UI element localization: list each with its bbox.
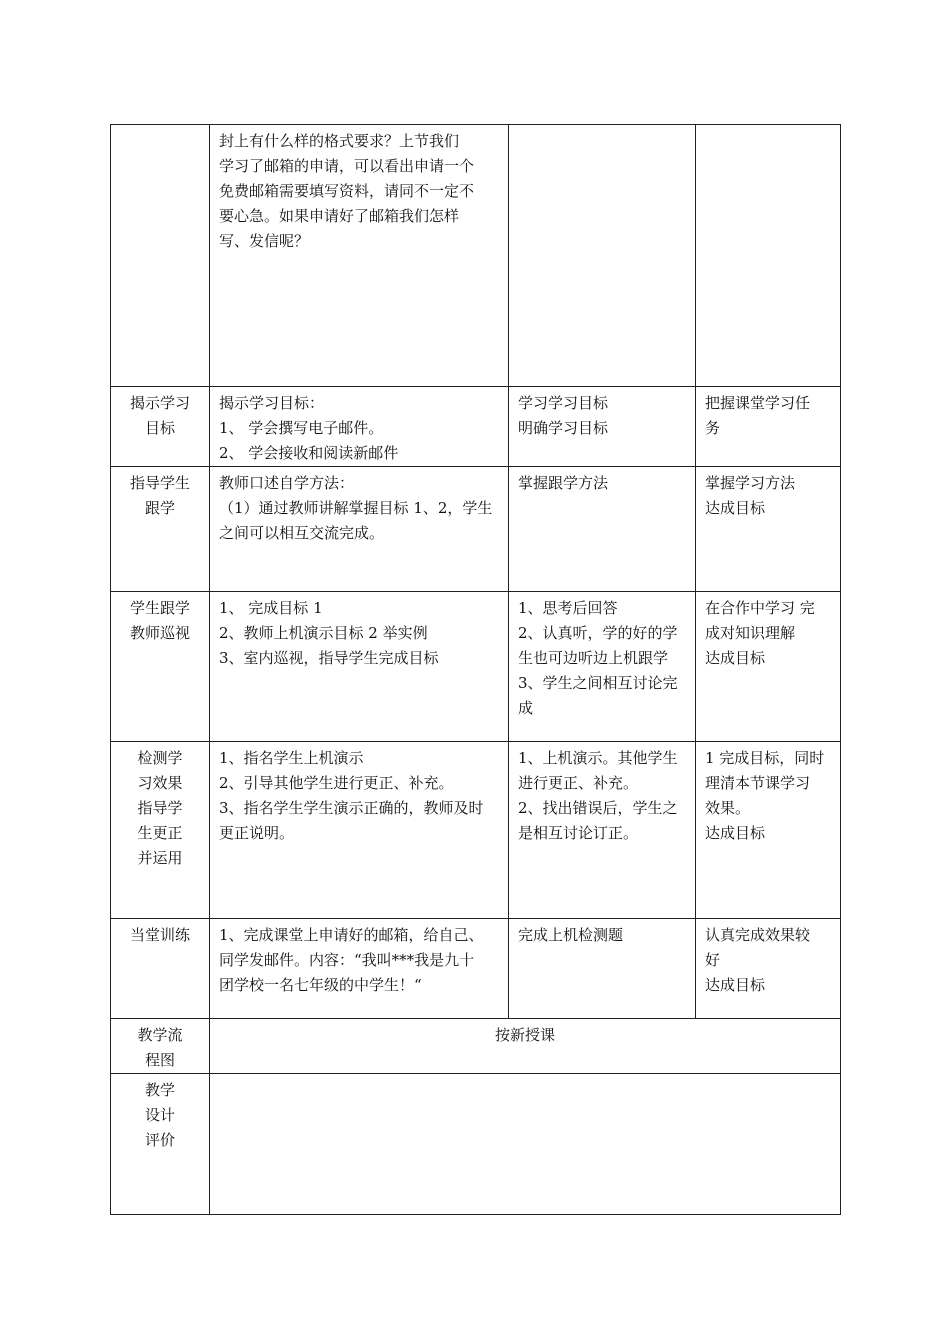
intro-student-cell [509,125,696,387]
teacher-line: 3、指名学生学生演示正确的，教师及时 [219,799,484,817]
stage-label: 指导学生 [129,474,190,492]
flow-chart-text: 按新授课 [494,1026,555,1044]
teacher-activity-cell [210,592,509,742]
design-intent-cell [696,742,841,919]
teacher-line: 2、引导其他学生进行更正、补充。 [219,774,454,792]
student-line: 学习学习目标 [518,394,609,412]
design-intent-cell [696,467,841,592]
student-activity-cell [509,387,696,467]
stage-label: 评价 [144,1131,175,1149]
teacher-line: 同学发邮件。内容：“我叫***我是九十 [219,951,475,969]
stage-cell [111,1074,210,1215]
teacher-activity-cell [210,387,509,467]
row-reveal-goals [111,387,841,467]
intro-line: 免费邮箱需要填写资料，请同不一定不 [219,182,475,200]
stage-label: 当堂训练 [129,926,190,944]
intro-line: 要心急。如果申请好了邮箱我们怎样 [219,207,460,225]
teacher-line: 1、指名学生上机演示 [219,749,364,767]
intro-line: 写、发信呢？ [219,232,310,250]
student-line: 完成上机检测题 [518,926,624,944]
stage-label: 揭示学习 [129,394,190,412]
teacher-activity-cell [210,919,509,1019]
intent-line: 理清本节课学习 [705,774,811,792]
stage-label: 教师巡视 [129,624,190,642]
stage-label: 生更正 [137,824,183,842]
intro-stage-cell [111,125,210,387]
intent-line: 掌握学习方法 [705,474,796,492]
design-evaluation-cell [210,1074,841,1215]
teacher-line: （1）通过教师讲解掌握目标 1、2，学生 [219,499,493,517]
student-line: 3、学生之间相互讨论完 [518,674,678,692]
row-check-results [111,742,841,919]
student-line: 2、找出错误后，学生之 [518,799,678,817]
intent-line: 好 [705,951,721,969]
student-line: 明确学习目标 [518,419,609,437]
intro-line: 学习了邮箱的申请，可以看出申请一个 [219,157,475,175]
teacher-line: 团学校一名七年级的中学生！“ [219,976,422,994]
student-line: 掌握跟学方法 [518,474,609,492]
student-line: 是相互讨论订正。 [518,824,639,842]
stage-label: 教学流 [137,1026,183,1044]
row-design-evaluation [111,1074,841,1215]
design-intent-cell [696,592,841,742]
intent-line: 认真完成效果较 [705,926,811,944]
intro-line: 封上有什么样的格式要求？上节我们 [219,132,460,150]
stage-label: 设计 [144,1106,175,1124]
teacher-line: 教师口述自学方法： [219,474,355,492]
stage-cell [111,467,210,592]
lesson-plan-table [110,124,841,1215]
student-line: 进行更正、补充。 [518,774,639,792]
stage-label: 并运用 [137,849,183,867]
teacher-activity-cell [210,467,509,592]
student-line: 2、认真听，学的好的学 [518,624,678,642]
student-activity-cell [509,592,696,742]
student-activity-cell [509,467,696,592]
teacher-activity-cell [210,742,509,919]
teacher-line: 1、完成课堂上申请好的邮箱，给自己、 [219,926,484,944]
teacher-line: 之间可以相互交流完成。 [219,524,385,542]
teacher-line: 1、 学会撰写电子邮件。 [219,419,384,437]
intent-line: 效果。 [705,799,751,817]
stage-cell [111,742,210,919]
row-flow-chart [111,1019,841,1074]
teacher-line: 揭示学习目标： [219,394,325,412]
intent-line: 成对知识理解 [705,624,796,642]
student-line: 1、思考后回答 [518,599,618,617]
intent-line: 在合作中学习 完 [705,599,815,617]
row-follow-and-patrol [111,592,841,742]
stage-label: 学生跟学 [129,599,190,617]
student-activity-cell [509,742,696,919]
intent-line: 达成目标 [705,824,766,842]
teacher-line: 1、 完成目标 1 [219,599,323,617]
intro-intent-cell [696,125,841,387]
student-line: 生也可边听边上机跟学 [518,649,669,667]
stage-label: 目标 [144,419,175,437]
stage-label: 指导学 [137,799,183,817]
stage-label: 检测学 [137,749,183,767]
intent-line: 把握课堂学习任 [705,394,811,412]
design-intent-cell [696,919,841,1019]
intent-line: 1 完成目标，同时 [705,749,825,767]
stage-label: 跟学 [144,499,175,517]
design-intent-cell [696,387,841,467]
student-line: 成 [518,699,534,717]
stage-cell [111,919,210,1019]
student-line: 1、上机演示。其他学生 [518,749,678,767]
teacher-line: 3、室内巡视，指导学生完成目标 [219,649,439,667]
teacher-line: 2、 学会接收和阅读新邮件 [219,444,399,462]
student-activity-cell [509,919,696,1019]
teacher-line: 更正说明。 [219,824,295,842]
stage-cell [111,592,210,742]
intro-content-cell [210,125,509,387]
stage-label: 教学 [144,1081,175,1099]
row-in-class-practice [111,919,841,1019]
intent-line: 达成目标 [705,649,766,667]
stage-label: 习效果 [137,774,183,792]
intro-row [111,125,841,387]
intent-line: 务 [705,419,721,437]
stage-label: 程图 [144,1051,175,1069]
stage-cell [111,387,210,467]
row-guide-students [111,467,841,592]
stage-cell [111,1019,210,1074]
flow-chart-cell [210,1019,841,1074]
intent-line: 达成目标 [705,499,766,517]
teacher-line: 2、教师上机演示目标 2 举实例 [219,624,428,642]
intent-line: 达成目标 [705,976,766,994]
